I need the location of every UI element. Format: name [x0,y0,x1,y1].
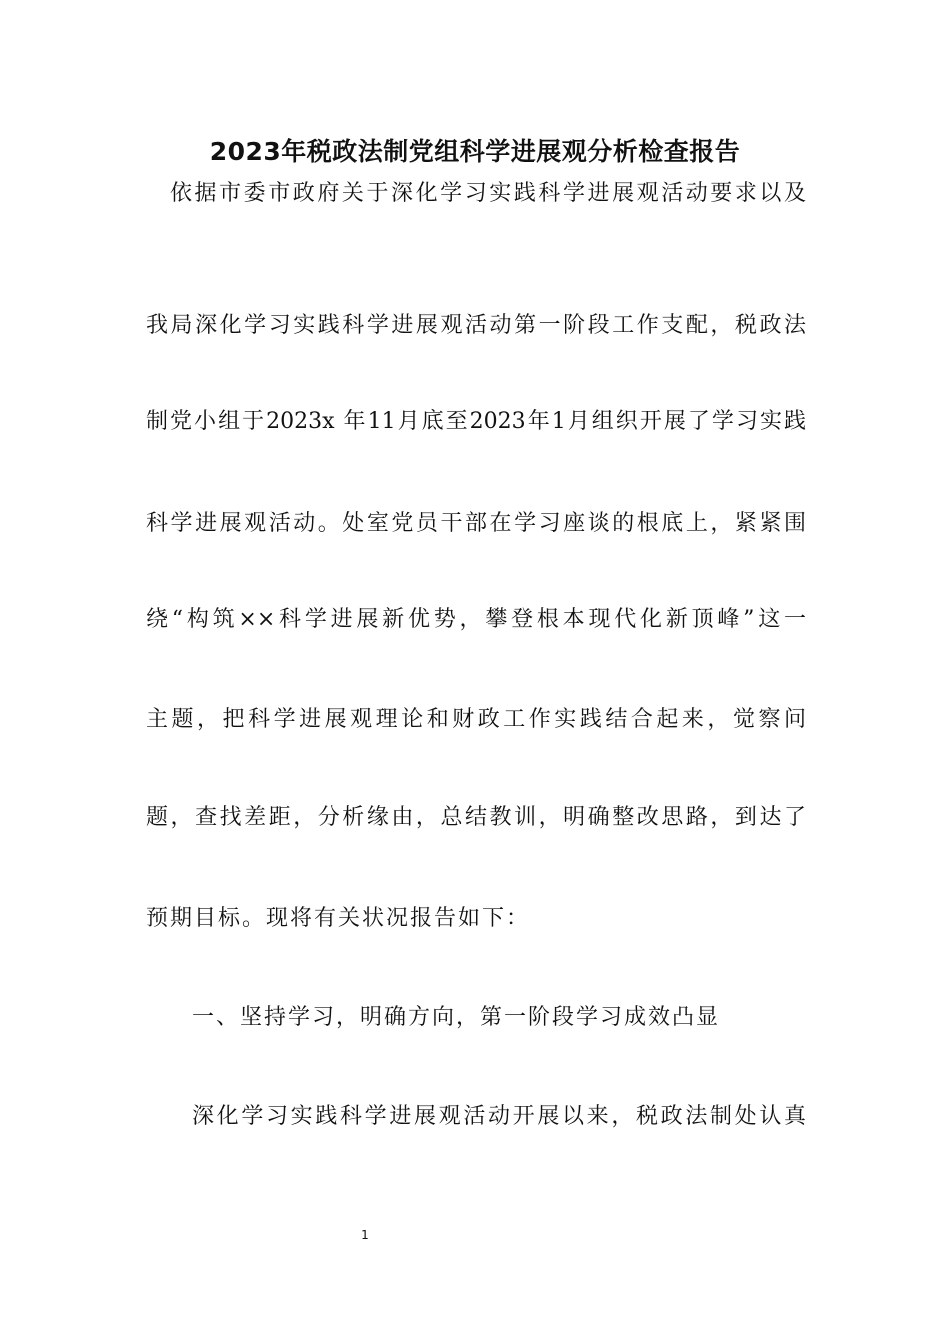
page-number: 1 [361,1228,369,1242]
paragraph-line: 我局深化学习实践科学进展观活动第一阶段工作支配，税政法 [146,313,806,338]
document-title: 2023年税政法制党组科学进展观分析检查报告 [209,137,741,166]
paragraph-line: 依据市委市政府关于深化学习实践科学进展观活动要求以及 [170,181,806,206]
paragraph-line: 绕“构筑××科学进展新优势，攀登根本现代化新顶峰”这一 [146,607,806,632]
paragraph-line: 制党小组于2023x 年11月底至2023年1月组织开展了学习实践 [146,409,806,434]
paragraph-line: 深化学习实践科学进展观活动开展以来，税政法制处认真 [192,1104,806,1129]
paragraph-line: 科学进展观活动。处室党员干部在学习座谈的根底上，紧紧围 [146,511,806,536]
paragraph-line: 题，查找差距，分析缘由，总结教训，明确整改思路，到达了 [146,805,806,830]
paragraph-line: 预期目标。现将有关状况报告如下： [146,906,531,931]
paragraph-line: 主题，把科学进展观理论和财政工作实践结合起来，觉察问 [146,707,806,732]
section-heading: 一、坚持学习，明确方向，第一阶段学习成效凸显 [192,1005,721,1030]
